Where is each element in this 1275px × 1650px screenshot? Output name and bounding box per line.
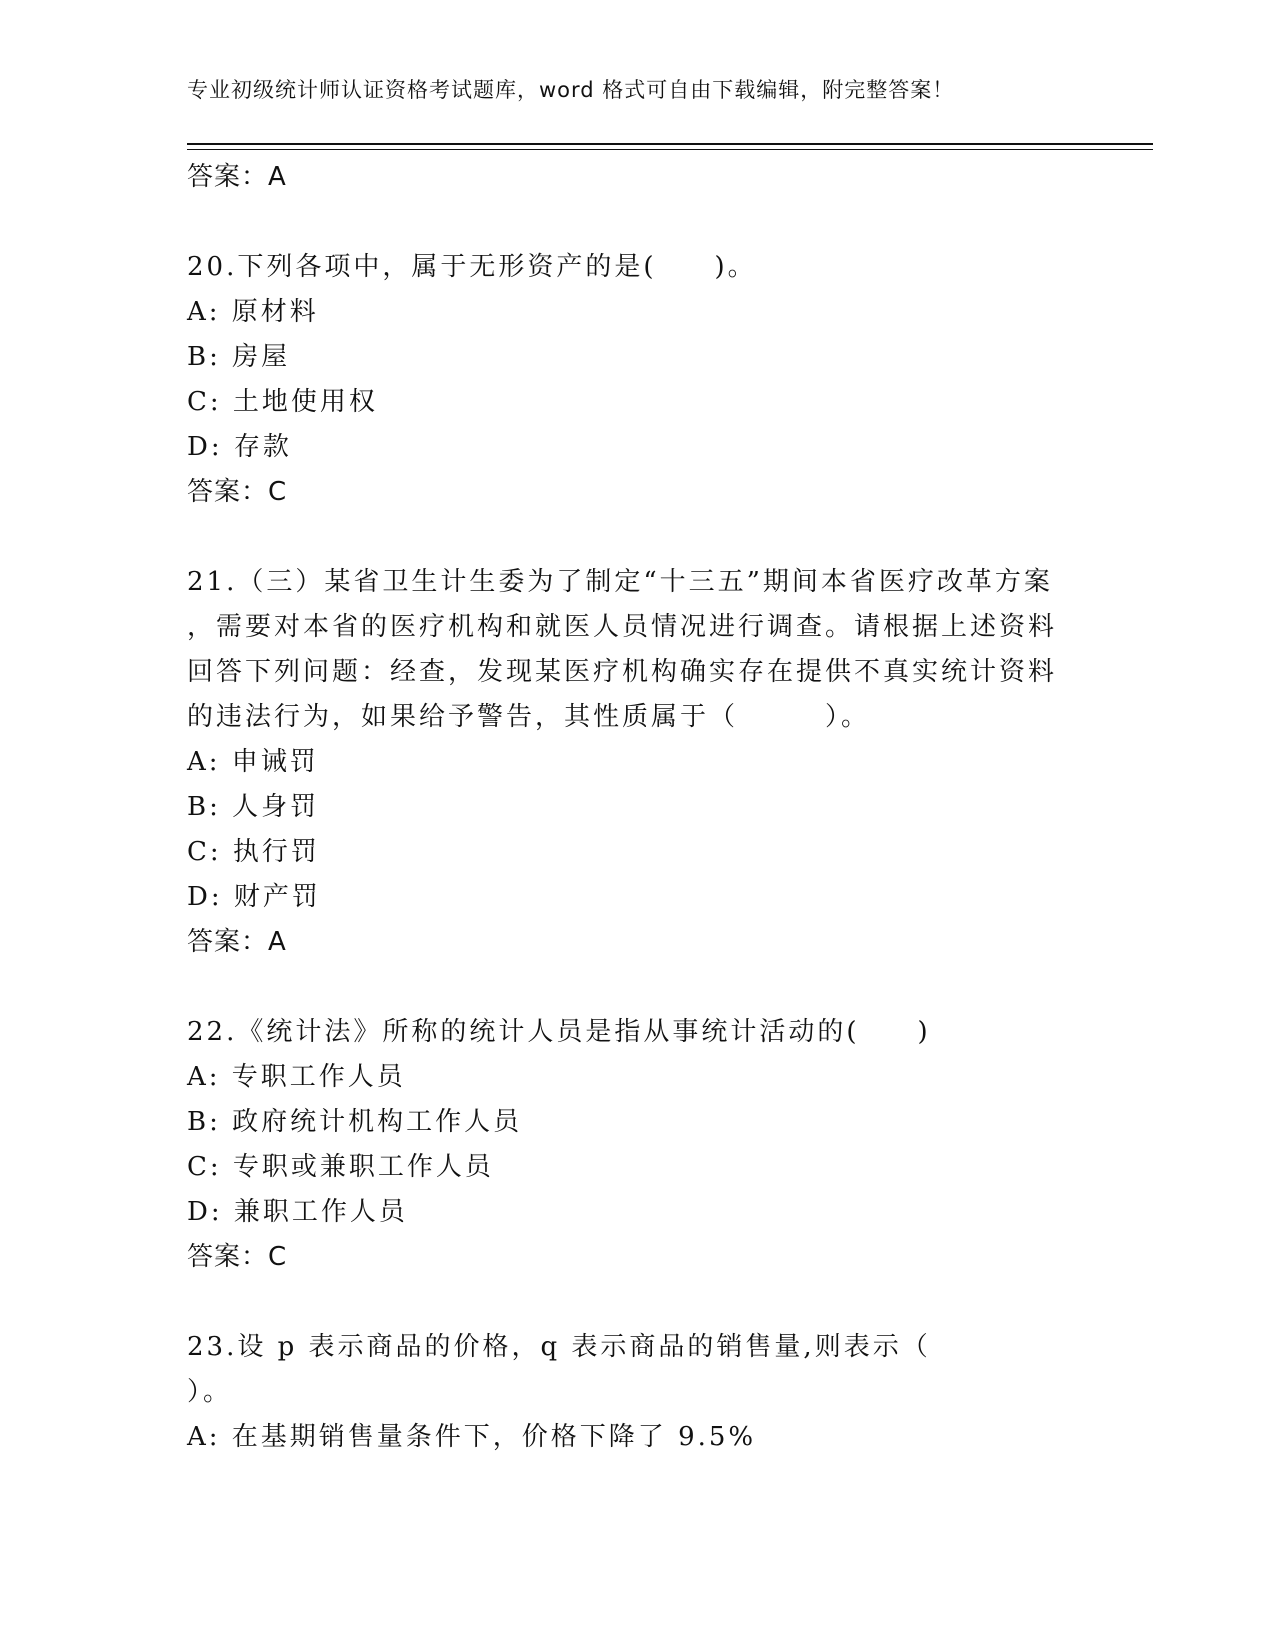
question-stem: ，需要对本省的医疗机构和就医人员情况进行调查。请根据上述资料 [187, 612, 1058, 642]
question-block [187, 1325, 1087, 1460]
answer-text: 答案：A [187, 927, 287, 957]
option-c: C: 专职或兼职工作人员 [187, 1152, 494, 1182]
document-body [187, 155, 1087, 1460]
question-stem: 23.设 p 表示商品的价格，q 表示商品的销售量,则表示（ [187, 1332, 931, 1362]
answer-text: 答案：A [187, 162, 287, 192]
option-a: A: 原材料 [187, 297, 319, 327]
question-stem: 20.下列各项中，属于无形资产的是( )。 [187, 252, 757, 282]
option-d: D: 财产罚 [187, 882, 321, 912]
option-b: B: 房屋 [187, 342, 291, 372]
question-stem: 21.（三）某省卫生计生委为了制定“十三五”期间本省医疗改革方案 [187, 567, 1053, 597]
question-block [187, 560, 1087, 965]
spacer [187, 515, 1087, 560]
option-a: A: 申诫罚 [187, 747, 319, 777]
question-stem: 回答下列问题：经查，发现某医疗机构确实存在提供不真实统计资料 [187, 657, 1058, 687]
question-block [187, 1010, 1087, 1280]
question-stem: 22.《统计法》所称的统计人员是指从事统计活动的( ) [187, 1017, 931, 1047]
spacer [187, 200, 1087, 245]
question-block [187, 245, 1087, 515]
spacer [187, 965, 1087, 1010]
option-c: C: 土地使用权 [187, 387, 378, 417]
option-c: C: 执行罚 [187, 837, 320, 867]
question-stem: ）。 [187, 1377, 233, 1407]
option-d: D: 存款 [187, 432, 292, 462]
spacer [187, 1280, 1087, 1325]
option-d: D: 兼职工作人员 [187, 1197, 408, 1227]
option-a: A: 专职工作人员 [187, 1062, 406, 1092]
page-header: 专业初级统计师认证资格考试题库，word 格式可自由下载编辑，附完整答案！ [187, 78, 955, 102]
question-stem: 的违法行为，如果给予警告，其性质属于（ ）。 [187, 702, 871, 732]
option-b: B: 人身罚 [187, 792, 320, 822]
option-b: B: 政府统计机构工作人员 [187, 1107, 523, 1137]
answer-text: 答案：C [187, 1242, 288, 1272]
header-rule [187, 143, 1153, 150]
option-a: A: 在基期销售量条件下，价格下降了 9.5% [187, 1422, 757, 1452]
answer-text: 答案：C [187, 477, 288, 507]
